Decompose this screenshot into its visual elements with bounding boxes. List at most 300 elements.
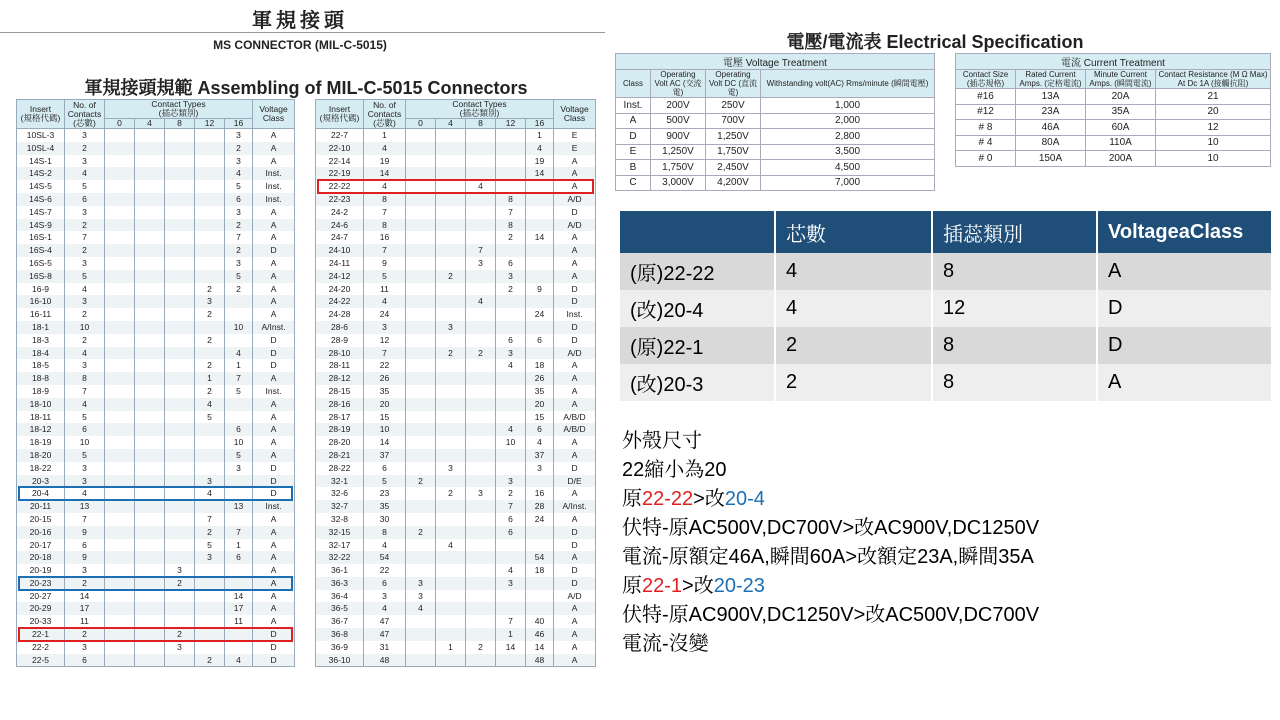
table-cell xyxy=(105,551,135,564)
table-cell xyxy=(165,551,195,564)
table-cell: 20-18 xyxy=(17,551,65,564)
table-cell xyxy=(436,615,466,628)
table-row xyxy=(17,270,295,283)
voltage-header: Class xyxy=(616,70,651,98)
table-cell: 24-7 xyxy=(316,231,364,244)
table-cell: 3 xyxy=(466,487,496,500)
table-cell: 24-10 xyxy=(316,244,364,257)
table-row xyxy=(316,577,596,590)
table-cell: 22-23 xyxy=(316,193,364,206)
table-cell xyxy=(105,167,135,180)
table-cell xyxy=(135,526,165,539)
table-cell xyxy=(105,539,135,552)
table-cell: 3 xyxy=(406,577,436,590)
header-contact-types: Contact Types (插芯類別) xyxy=(406,100,554,119)
table-cell: 5 xyxy=(225,270,253,283)
table-cell: A xyxy=(554,231,596,244)
table-cell: 46 xyxy=(526,628,554,641)
table-cell: 14 xyxy=(526,641,554,654)
table-cell: 24 xyxy=(364,308,406,321)
table-cell xyxy=(105,244,135,257)
table-cell xyxy=(406,615,436,628)
table-cell: 28-6 xyxy=(316,321,364,334)
table-cell xyxy=(165,334,195,347)
spec-cell: 1,750V xyxy=(651,160,706,176)
cmp-cell: D xyxy=(1097,290,1272,327)
table-cell: 32-22 xyxy=(316,551,364,564)
table-cell xyxy=(135,206,165,219)
table-cell: A xyxy=(253,411,295,424)
table-cell xyxy=(105,590,135,603)
table-cell: 10 xyxy=(496,436,526,449)
table-row xyxy=(316,449,596,462)
table-cell xyxy=(406,398,436,411)
table-cell xyxy=(466,551,496,564)
table-cell xyxy=(526,257,554,270)
spec-cell: Inst. xyxy=(616,98,651,114)
cmp-cell: 8 xyxy=(932,364,1097,401)
header-contacts: No. of Contacts (芯數) xyxy=(364,100,406,129)
table-cell: 4 xyxy=(65,347,105,360)
table-cell: 6 xyxy=(526,423,554,436)
table-row xyxy=(316,385,596,398)
table-cell xyxy=(466,526,496,539)
table-cell xyxy=(165,283,195,296)
table-cell: 22-7 xyxy=(316,129,364,142)
table-cell xyxy=(165,462,195,475)
table-cell: A xyxy=(554,641,596,654)
table-cell: 3 xyxy=(406,590,436,603)
table-cell: 18-12 xyxy=(17,423,65,436)
table-cell xyxy=(406,244,436,257)
highlight-22-1 xyxy=(18,627,293,642)
table-cell: 7 xyxy=(225,231,253,244)
table-cell xyxy=(165,654,195,667)
cmp-cell: 12 xyxy=(932,290,1097,327)
table-row xyxy=(17,231,295,244)
spec-cell: 250V xyxy=(706,98,761,114)
table-cell xyxy=(165,270,195,283)
table-cell: 2 xyxy=(65,308,105,321)
table-cell xyxy=(165,193,195,206)
table-cell: 36-5 xyxy=(316,602,364,615)
table-cell: 22 xyxy=(364,359,406,372)
table-row xyxy=(17,295,295,308)
table-cell xyxy=(526,321,554,334)
table-cell: 20-3 xyxy=(17,475,65,488)
table-cell: A xyxy=(554,602,596,615)
table-cell: 2 xyxy=(65,219,105,232)
table-cell: 2 xyxy=(496,283,526,296)
table-cell: 6 xyxy=(364,462,406,475)
table-cell xyxy=(496,654,526,667)
table-row xyxy=(17,462,295,475)
table-cell xyxy=(496,590,526,603)
spec-cell: 3,500 xyxy=(761,144,935,160)
spec-cell: # 4 xyxy=(956,135,1016,151)
table-cell xyxy=(466,436,496,449)
table-cell xyxy=(105,449,135,462)
table-cell xyxy=(436,372,466,385)
table-cell xyxy=(466,359,496,372)
table-cell: 4 xyxy=(225,167,253,180)
table-cell: D/E xyxy=(554,475,596,488)
table-cell: 32-15 xyxy=(316,526,364,539)
table-cell: 28-17 xyxy=(316,411,364,424)
table-cell: 4 xyxy=(406,602,436,615)
table-cell: 6 xyxy=(225,551,253,564)
table-cell xyxy=(135,423,165,436)
table-cell xyxy=(135,308,165,321)
table-cell: 2 xyxy=(195,654,225,667)
table-cell: 14S-5 xyxy=(17,180,65,193)
table-cell: 20-19 xyxy=(17,564,65,577)
table-cell xyxy=(165,219,195,232)
change-notes xyxy=(622,427,1039,659)
table-cell xyxy=(526,347,554,360)
table-cell: 20 xyxy=(364,398,406,411)
table-row xyxy=(17,219,295,232)
table-cell xyxy=(436,500,466,513)
table-cell xyxy=(195,257,225,270)
table-cell: 24-12 xyxy=(316,270,364,283)
cmp-row xyxy=(619,364,1272,401)
table-row xyxy=(316,129,596,142)
table-cell: 32-6 xyxy=(316,487,364,500)
table-cell xyxy=(466,590,496,603)
table-cell: A xyxy=(253,155,295,168)
spec-row xyxy=(956,89,1271,105)
table-cell xyxy=(436,206,466,219)
table-cell xyxy=(496,372,526,385)
table-row xyxy=(316,500,596,513)
table-cell: 8 xyxy=(364,193,406,206)
table-cell xyxy=(496,244,526,257)
table-cell: 2 xyxy=(496,487,526,500)
table-row xyxy=(316,206,596,219)
header-size: 8 xyxy=(466,119,496,129)
table-cell: 3 xyxy=(65,257,105,270)
highlight-20-23 xyxy=(18,576,293,591)
table-cell: A xyxy=(253,551,295,564)
table-cell: 5 xyxy=(195,539,225,552)
table-cell: 3 xyxy=(65,564,105,577)
table-row xyxy=(17,347,295,360)
table-cell: 20-16 xyxy=(17,526,65,539)
table-cell: 20-33 xyxy=(17,615,65,628)
table-row xyxy=(316,359,596,372)
table-cell: 4 xyxy=(496,564,526,577)
table-cell: 5 xyxy=(65,180,105,193)
spec-row xyxy=(616,144,935,160)
spec-row xyxy=(956,104,1271,120)
table-cell: 18 xyxy=(526,564,554,577)
note-line: 電流-原額定46A,瞬間60A>改額定23A,瞬間35A xyxy=(622,546,1034,568)
table-cell xyxy=(406,142,436,155)
spec-cell: 3,000V xyxy=(651,175,706,191)
spec-row xyxy=(616,98,935,114)
table-cell xyxy=(105,321,135,334)
cmp-cell: (改)20-4 xyxy=(619,290,775,327)
table-cell xyxy=(105,602,135,615)
table-cell: 24-2 xyxy=(316,206,364,219)
table-cell xyxy=(135,142,165,155)
table-row xyxy=(316,487,596,500)
table-cell xyxy=(496,449,526,462)
cmp-row xyxy=(619,253,1272,290)
table-cell xyxy=(195,180,225,193)
table-cell: 5 xyxy=(364,270,406,283)
table-cell: 4 xyxy=(436,539,466,552)
table-cell: 4 xyxy=(496,423,526,436)
table-cell xyxy=(165,411,195,424)
table-cell xyxy=(195,231,225,244)
table-cell xyxy=(195,602,225,615)
table-cell xyxy=(526,206,554,219)
table-cell xyxy=(195,449,225,462)
spec-cell: 200A xyxy=(1086,151,1156,167)
table-cell xyxy=(135,398,165,411)
cmp-header xyxy=(619,211,775,253)
table-cell xyxy=(436,475,466,488)
table-cell xyxy=(105,295,135,308)
table-cell xyxy=(195,219,225,232)
table-cell xyxy=(496,308,526,321)
table-cell xyxy=(105,411,135,424)
table-cell: 18-10 xyxy=(17,398,65,411)
table-cell: A xyxy=(554,551,596,564)
table-cell: 15 xyxy=(526,411,554,424)
title-divider xyxy=(0,32,605,33)
table-cell: A xyxy=(554,628,596,641)
table-cell: 3 xyxy=(496,347,526,360)
table-cell: 3 xyxy=(364,590,406,603)
table-cell xyxy=(105,270,135,283)
table-cell xyxy=(436,628,466,641)
table-row xyxy=(17,641,295,654)
table-cell xyxy=(225,398,253,411)
table-row xyxy=(316,334,596,347)
table-cell xyxy=(165,500,195,513)
table-cell xyxy=(105,526,135,539)
table-cell: 2 xyxy=(65,142,105,155)
table-cell: 5 xyxy=(65,449,105,462)
table-cell xyxy=(195,500,225,513)
table-cell: 36-9 xyxy=(316,641,364,654)
table-cell: A xyxy=(253,283,295,296)
table-cell: 5 xyxy=(225,180,253,193)
table-cell xyxy=(466,283,496,296)
table-cell: 28-12 xyxy=(316,372,364,385)
table-cell: 3 xyxy=(195,551,225,564)
table-cell: 2 xyxy=(195,385,225,398)
table-cell: 4 xyxy=(195,487,225,500)
table-cell: D xyxy=(253,334,295,347)
table-cell: 2 xyxy=(466,641,496,654)
table-cell xyxy=(135,449,165,462)
cmp-cell: 8 xyxy=(932,253,1097,290)
table-cell: A xyxy=(253,615,295,628)
table-cell: 18-22 xyxy=(17,462,65,475)
table-row xyxy=(316,142,596,155)
table-cell xyxy=(406,270,436,283)
table-cell xyxy=(466,155,496,168)
table-cell xyxy=(466,270,496,283)
table-cell: 3 xyxy=(65,129,105,142)
table-cell: 40 xyxy=(526,615,554,628)
table-cell: A xyxy=(253,142,295,155)
table-cell: D xyxy=(554,526,596,539)
table-cell: 18 xyxy=(526,359,554,372)
table-cell: A xyxy=(253,257,295,270)
table-cell: 16S-5 xyxy=(17,257,65,270)
table-cell: 22 xyxy=(364,564,406,577)
table-cell xyxy=(406,654,436,667)
spec-cell: D xyxy=(616,129,651,145)
cmp-cell: 2 xyxy=(775,327,932,364)
table-cell: A xyxy=(554,270,596,283)
table-cell: 24-28 xyxy=(316,308,364,321)
table-cell: 28-15 xyxy=(316,385,364,398)
table-cell xyxy=(406,423,436,436)
current-caption: 電流 Current Treatment xyxy=(956,54,1271,70)
table-cell xyxy=(406,385,436,398)
table-cell: 4 xyxy=(225,347,253,360)
spec-cell: 60A xyxy=(1086,120,1156,136)
table-cell xyxy=(436,257,466,270)
table-cell xyxy=(165,129,195,142)
table-cell xyxy=(135,539,165,552)
comparison-table xyxy=(618,211,1273,401)
table-cell: D xyxy=(554,321,596,334)
table-cell xyxy=(165,423,195,436)
table-cell xyxy=(105,283,135,296)
table-cell: D xyxy=(253,628,295,641)
table-cell xyxy=(105,500,135,513)
table-cell xyxy=(436,359,466,372)
table-row xyxy=(17,513,295,526)
table-cell: 32-17 xyxy=(316,539,364,552)
table-cell: 15 xyxy=(364,411,406,424)
table-cell xyxy=(466,129,496,142)
table-cell xyxy=(496,411,526,424)
voltage-table xyxy=(615,53,935,191)
table-cell: 2 xyxy=(195,526,225,539)
table-cell: Inst. xyxy=(253,385,295,398)
table-cell: 23 xyxy=(364,487,406,500)
table-row xyxy=(316,602,596,615)
table-cell: 14 xyxy=(225,590,253,603)
table-cell: 6 xyxy=(364,577,406,590)
table-cell: 2 xyxy=(225,244,253,257)
table-cell: 4 xyxy=(65,167,105,180)
table-cell: A/D xyxy=(554,193,596,206)
table-cell xyxy=(436,308,466,321)
table-cell xyxy=(466,423,496,436)
table-cell xyxy=(406,641,436,654)
note-line: 伏特-原AC900V,DC1250V>改AC500V,DC700V xyxy=(622,604,1040,626)
table-cell: 3 xyxy=(65,359,105,372)
table-cell: 4 xyxy=(225,654,253,667)
table-cell xyxy=(406,334,436,347)
table-cell: A/B/D xyxy=(554,423,596,436)
table-cell xyxy=(406,231,436,244)
table-cell xyxy=(195,142,225,155)
table-cell: 13 xyxy=(65,500,105,513)
table-cell xyxy=(466,206,496,219)
table-cell: 2 xyxy=(65,244,105,257)
table-cell: 2 xyxy=(65,334,105,347)
table-cell: 9 xyxy=(526,283,554,296)
table-cell: D xyxy=(253,487,295,500)
spec-cell: 20A xyxy=(1086,89,1156,105)
table-cell xyxy=(165,347,195,360)
table-cell xyxy=(466,500,496,513)
table-cell: 2 xyxy=(436,347,466,360)
note-line: 外殼尺寸 xyxy=(622,430,702,452)
table-cell: 10SL-3 xyxy=(17,129,65,142)
table-cell: 2 xyxy=(436,487,466,500)
table-cell: 37 xyxy=(526,449,554,462)
table-cell: 28-20 xyxy=(316,436,364,449)
spec-cell: 4,200V xyxy=(706,175,761,191)
table-cell xyxy=(436,295,466,308)
table-cell: 35 xyxy=(364,385,406,398)
header-size: 4 xyxy=(135,119,165,129)
table-cell: 16-11 xyxy=(17,308,65,321)
table-cell: 16 xyxy=(526,487,554,500)
table-cell: A xyxy=(554,359,596,372)
table-cell: 3 xyxy=(225,257,253,270)
table-cell xyxy=(436,590,466,603)
table-cell: 28-22 xyxy=(316,462,364,475)
table-cell xyxy=(135,334,165,347)
table-cell: 8 xyxy=(496,219,526,232)
table-row xyxy=(17,411,295,424)
spec-cell: 500V xyxy=(651,113,706,129)
table-cell xyxy=(496,398,526,411)
table-cell: 14S-2 xyxy=(17,167,65,180)
table-cell: 1 xyxy=(436,641,466,654)
table-cell xyxy=(135,283,165,296)
table-cell: 3 xyxy=(65,641,105,654)
spec-row xyxy=(616,113,935,129)
spec-cell: 35A xyxy=(1086,104,1156,120)
table-cell: 4 xyxy=(364,180,406,193)
table-cell: 30 xyxy=(364,513,406,526)
table-cell xyxy=(406,295,436,308)
table-cell xyxy=(436,602,466,615)
table-cell xyxy=(466,449,496,462)
current-header: Contact Resistance (M Ω Max) At Dc 1A (接觸抗阻) xyxy=(1156,70,1271,89)
table-cell: A xyxy=(253,270,295,283)
table-cell: 2 xyxy=(195,359,225,372)
table-cell xyxy=(466,385,496,398)
table-cell: A xyxy=(253,219,295,232)
table-cell: 35 xyxy=(526,385,554,398)
cmp-header-contacts: 芯數 xyxy=(775,211,932,253)
table-cell: 18-9 xyxy=(17,385,65,398)
table-cell xyxy=(466,231,496,244)
table-cell xyxy=(406,564,436,577)
table-row xyxy=(316,590,596,603)
table-cell: A xyxy=(253,602,295,615)
table-cell: 32-7 xyxy=(316,500,364,513)
spec-cell: 12 xyxy=(1156,120,1271,136)
table-cell: 1 xyxy=(364,129,406,142)
header-size: 8 xyxy=(165,119,195,129)
table-cell: 5 xyxy=(65,411,105,424)
